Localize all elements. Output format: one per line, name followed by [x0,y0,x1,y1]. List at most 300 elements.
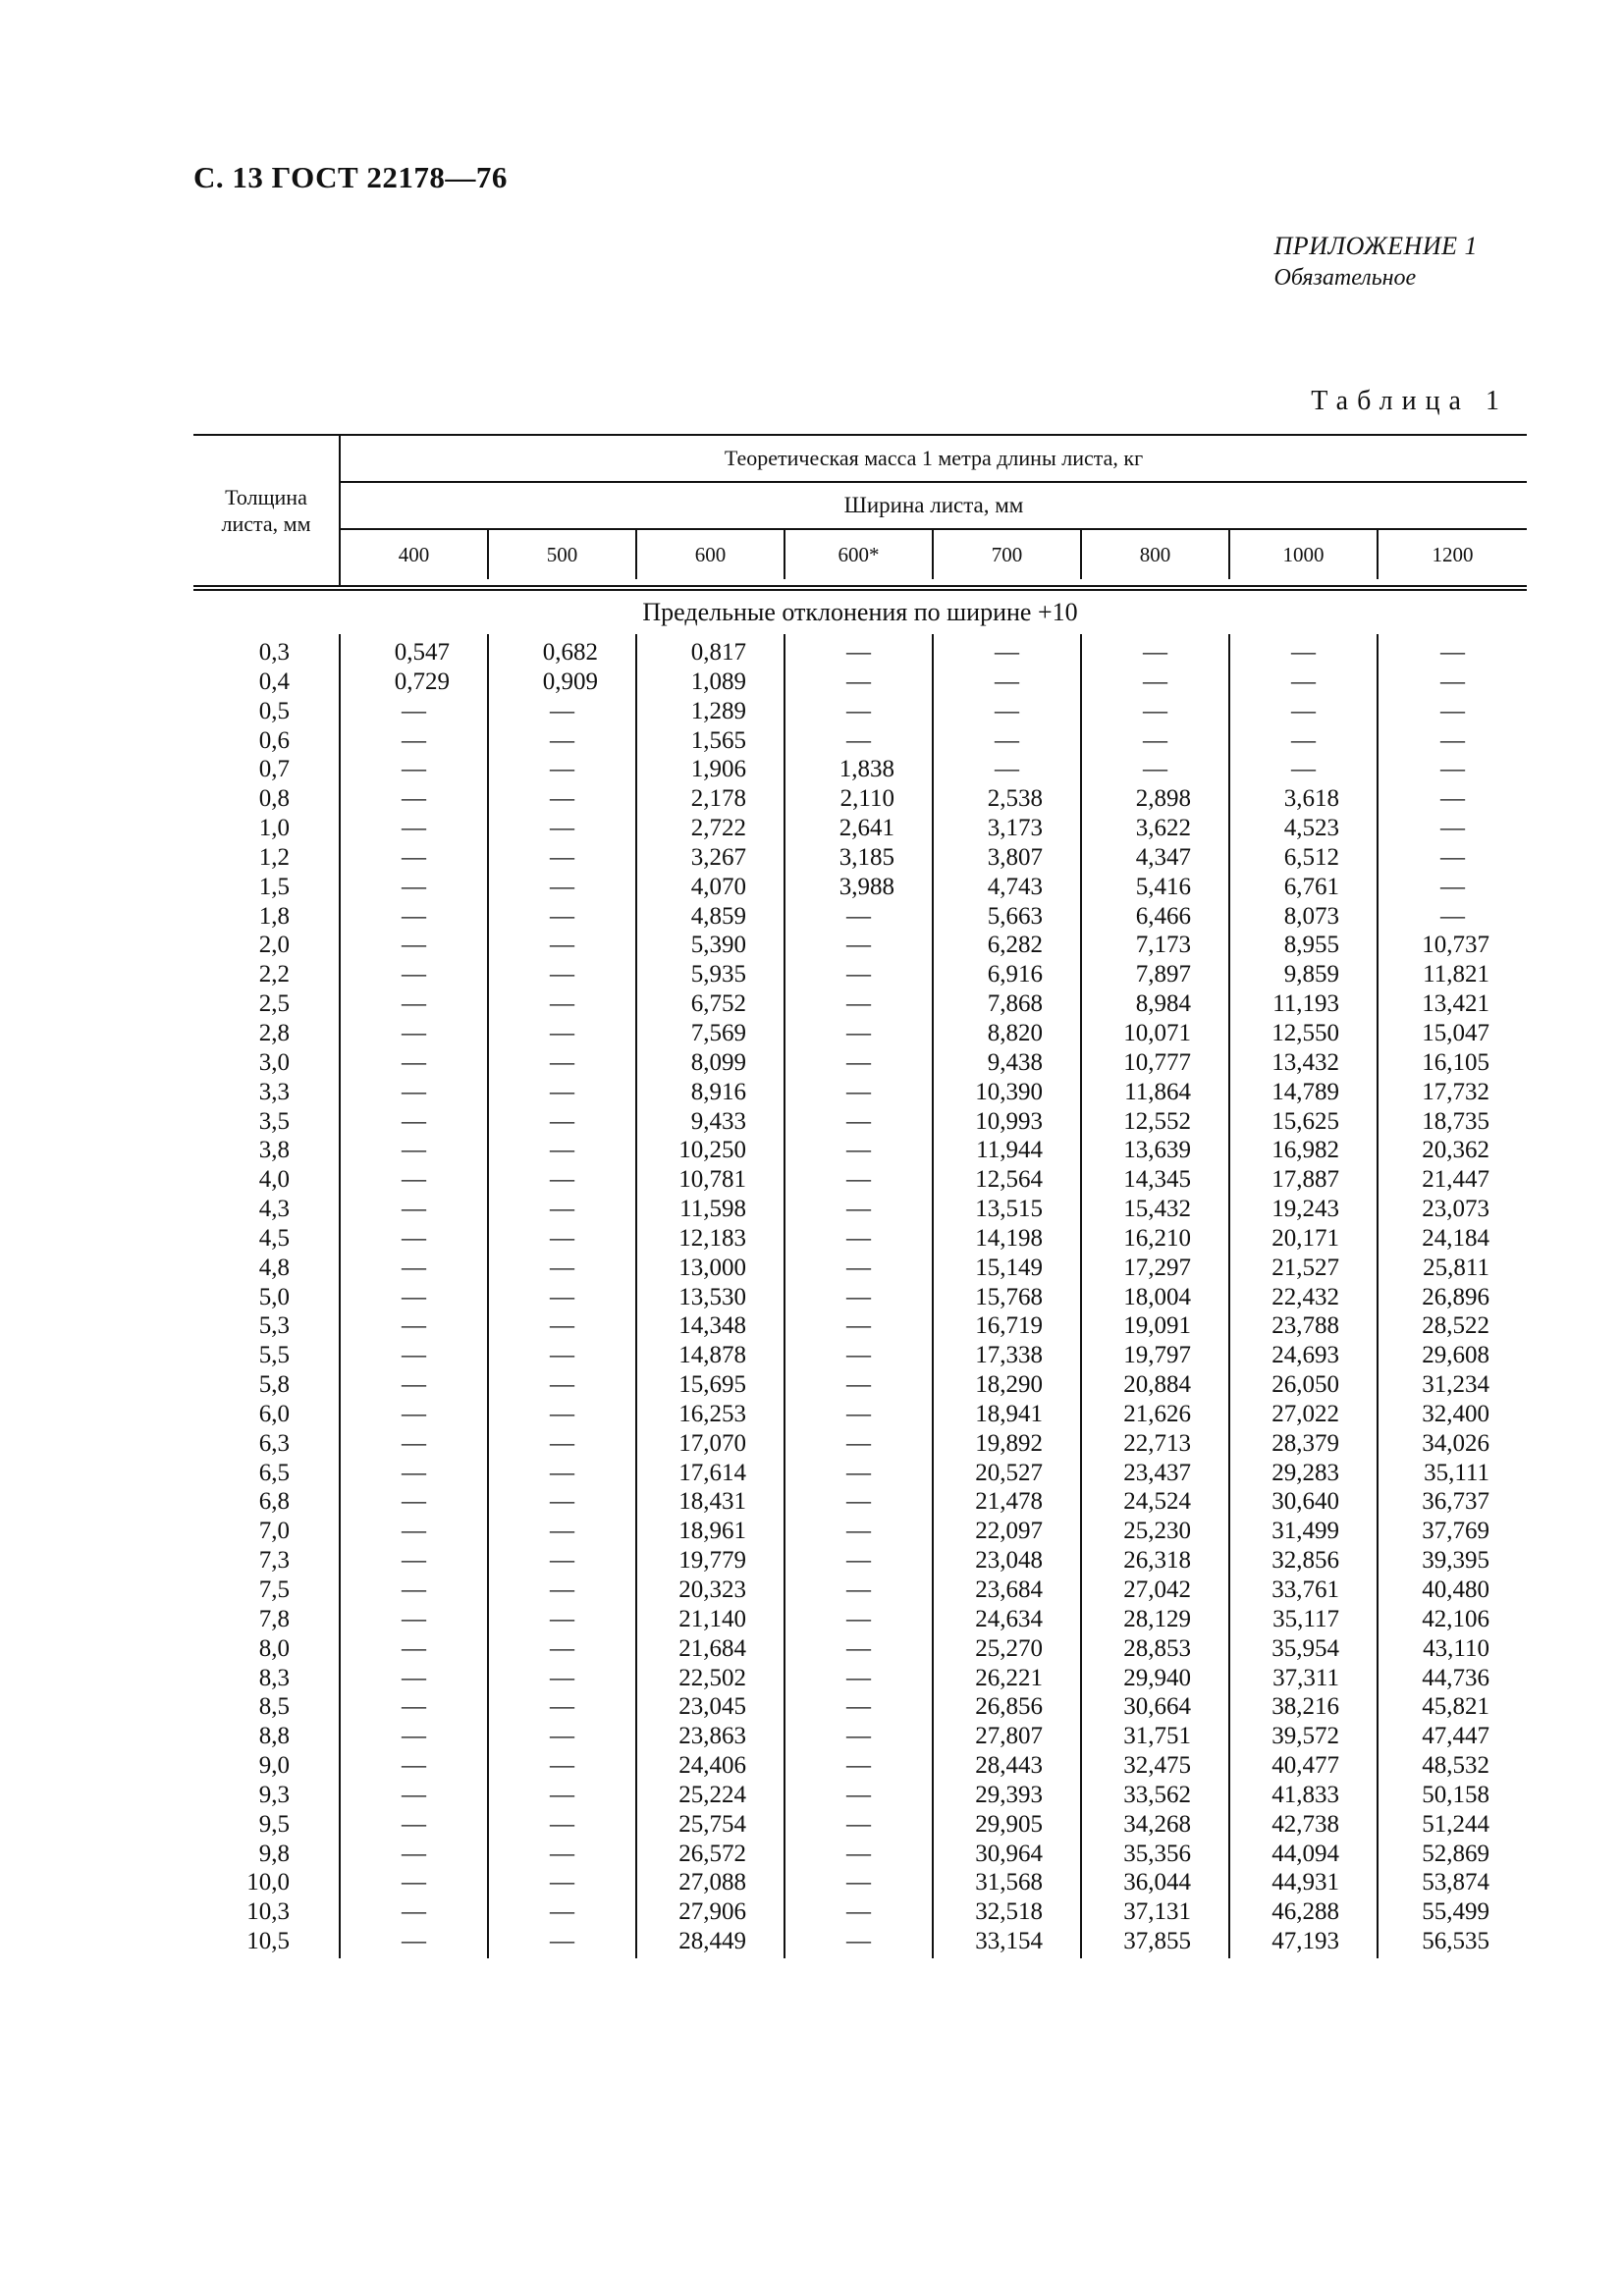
width-col-header: 600 [637,530,785,579]
thickness-cell: 1,5 [258,873,290,900]
thickness-cell: 6,0 [258,1400,290,1427]
thickness-cell: 0,7 [258,756,290,783]
mass-cell: — [402,1928,426,1955]
mass-cell: — [1440,843,1465,871]
mass-cell: — [402,726,426,754]
mass-cell: — [550,1605,574,1632]
mass-cell: 16,253 [678,1400,746,1427]
mass-cell: — [402,1312,426,1340]
mass-cell: 3,807 [987,843,1043,871]
mass-cell: 3,618 [1283,785,1339,813]
mass-cell: — [550,1196,574,1223]
mass-cell: 37,131 [1123,1898,1191,1926]
mass-cell: — [550,1254,574,1281]
mass-cell: — [402,1048,426,1076]
thickness-header [193,436,341,585]
tolerance-note: Предельные отклонения по ширине +10 [642,598,1078,626]
mass-cell: 26,318 [1123,1547,1191,1575]
mass-cell: 47,447 [1422,1723,1489,1750]
mass-cell: 20,884 [1123,1371,1191,1399]
mass-cell: — [550,815,574,842]
thickness-cell: 1,0 [258,815,290,842]
mass-cell: — [402,1781,426,1808]
mass-cell: — [1440,726,1465,754]
thickness-cell: 5,8 [258,1371,290,1399]
mass-cell: — [550,1634,574,1662]
mass-cell: 2,538 [987,785,1043,813]
mass-cell: — [1143,697,1167,724]
mass-cell: — [402,1664,426,1691]
mass-cell: 37,311 [1272,1664,1339,1691]
mass-cell: 42,738 [1271,1810,1339,1838]
mass-cell: — [402,961,426,988]
mass-cell: — [550,1547,574,1575]
mass-cell: — [550,1898,574,1926]
mass-cell: 9,433 [690,1107,746,1135]
mass-cell: — [550,873,574,900]
mass-cell: 12,550 [1271,1019,1339,1046]
mass-cell: 11,598 [679,1196,746,1223]
mass-cell: 35,111 [1424,1459,1489,1486]
mass-cell: 6,466 [1135,902,1191,930]
mass-cell: — [846,1752,871,1780]
mass-cell: 5,416 [1135,873,1191,900]
mass-cell: — [550,1312,574,1340]
thickness-cell: 4,3 [258,1196,290,1223]
thickness-cell: 7,3 [258,1547,290,1575]
mass-column [1379,634,1527,1958]
width-columns-row [341,530,1527,579]
mass-cell: — [995,756,1019,783]
thickness-column [193,634,341,1958]
mass-cell: 4,743 [987,873,1043,900]
mass-cell: 20,171 [1271,1224,1339,1252]
thickness-cell: 1,2 [258,843,290,871]
mass-cell: — [1440,667,1465,695]
mass-cell: 32,475 [1123,1752,1191,1780]
mass-cell: 15,432 [1123,1196,1191,1223]
mass-cell: — [550,1019,574,1046]
mass-cell: 10,993 [975,1107,1043,1135]
mass-cell: 10,781 [678,1166,746,1194]
mass-cell: 20,527 [975,1459,1043,1486]
mass-cell: — [550,756,574,783]
mass-column [489,634,637,1958]
thickness-cell: 2,5 [258,990,290,1018]
mass-cell: — [402,1634,426,1662]
mass-cell: — [550,1488,574,1516]
mass-cell: — [402,1254,426,1281]
mass-cell: — [402,1488,426,1516]
mass-cell: 10,777 [1123,1048,1191,1076]
thickness-cell: 0,3 [258,639,290,666]
mass-cell: — [402,756,426,783]
mass-cell: 30,964 [975,1840,1043,1867]
mass-cell: — [846,639,871,666]
mass-cell: — [402,1371,426,1399]
mass-cell: — [402,1547,426,1575]
mass-column [934,634,1082,1958]
mass-cell: — [402,1693,426,1721]
mass-cell: 8,984 [1135,990,1191,1018]
mass-column [1230,634,1379,1958]
mass-cell: 27,042 [1123,1576,1191,1603]
thickness-cell: 4,0 [258,1166,290,1194]
mass-cell: 20,323 [678,1576,746,1603]
mass-cell: 18,941 [975,1400,1043,1427]
mass-cell: 56,535 [1422,1928,1489,1955]
mass-cell: — [846,667,871,695]
thickness-cell: 9,3 [258,1781,290,1808]
table-body [193,634,1527,1958]
mass-cell: 12,564 [975,1166,1043,1194]
mass-column [1082,634,1230,1958]
mass-cell: 55,499 [1422,1898,1489,1926]
thickness-cell: 5,0 [258,1283,290,1310]
mass-cell: 29,283 [1271,1459,1339,1486]
mass-cell: — [846,1312,871,1340]
mass-cell: 3,622 [1135,815,1191,842]
mass-cell: 22,502 [678,1664,746,1691]
mass-cell: — [846,1840,871,1867]
thickness-cell: 10,0 [246,1869,290,1896]
mass-cell: 37,769 [1422,1518,1489,1545]
thickness-cell: 9,5 [258,1810,290,1838]
mass-cell: 6,512 [1283,843,1339,871]
thickness-cell: 8,8 [258,1723,290,1750]
mass-cell: 23,863 [678,1723,746,1750]
mass-cell: 24,184 [1422,1224,1489,1252]
mass-cell: — [846,1224,871,1252]
mass-cell: 26,856 [975,1693,1043,1721]
thickness-cell: 7,8 [258,1605,290,1632]
mass-cell: 23,073 [1422,1196,1489,1223]
mass-cell: — [550,1342,574,1369]
mass-cell: — [995,726,1019,754]
mass-cell: — [846,1518,871,1545]
mass-cell: 2,110 [839,785,894,813]
mass-cell: 41,833 [1271,1781,1339,1808]
mass-cell: — [550,1723,574,1750]
mass-cell: 19,892 [975,1429,1043,1457]
mass-cell: 10,250 [678,1137,746,1164]
mass-cell: — [402,902,426,930]
mass-cell: — [402,1605,426,1632]
thickness-cell: 4,8 [258,1254,290,1281]
mass-cell: — [550,1928,574,1955]
mass-cell: 1,906 [690,756,746,783]
mass-cell: 21,527 [1271,1254,1339,1281]
mass-cell: — [550,1371,574,1399]
mass-cell: — [1143,667,1167,695]
width-col-header: 500 [489,530,637,579]
mass-cell: 0,682 [542,639,598,666]
mass-cell: 25,224 [678,1781,746,1808]
thickness-cell: 0,5 [258,697,290,724]
mass-cell: — [402,1723,426,1750]
mass-cell: — [1440,697,1465,724]
mass-cell: — [846,932,871,959]
thickness-cell: 7,5 [258,1576,290,1603]
mass-cell: — [846,1283,871,1310]
mass-cell: 23,048 [975,1547,1043,1575]
mass-cell: 6,752 [690,990,746,1018]
mass-cell: 21,140 [678,1605,746,1632]
mass-cell: — [402,990,426,1018]
mass-cell: — [550,1429,574,1457]
mass-cell: — [550,1283,574,1310]
mass-cell: — [846,1400,871,1427]
mass-cell: 8,955 [1283,932,1339,959]
mass-cell: — [846,902,871,930]
thickness-cell: 7,0 [258,1518,290,1545]
mass-cell: 34,268 [1123,1810,1191,1838]
mass-cell: 33,562 [1123,1781,1191,1808]
mass-cell: 32,518 [975,1898,1043,1926]
header-right-block [341,436,1527,585]
mass-cell: 8,916 [690,1078,746,1105]
thickness-cell: 9,0 [258,1752,290,1780]
thickness-cell: 4,5 [258,1224,290,1252]
mass-cell: — [550,1224,574,1252]
thickness-cell: 6,8 [258,1488,290,1516]
thickness-cell: 2,0 [258,932,290,959]
mass-cell: — [846,1048,871,1076]
mass-cell: 17,732 [1422,1078,1489,1105]
mass-cell: 21,447 [1422,1166,1489,1194]
mass-cell: 1,565 [690,726,746,754]
mass-cell: — [1291,726,1316,754]
mass-cell: 16,105 [1422,1048,1489,1076]
width-col-header: 1000 [1230,530,1379,579]
mass-cell: 23,045 [678,1693,746,1721]
mass-cell: 35,954 [1271,1634,1339,1662]
mass-cell: — [550,1752,574,1780]
mass-cell: 37,855 [1123,1928,1191,1955]
mass-cell: 3,988 [839,873,894,900]
mass-cell: — [846,1019,871,1046]
mass-cell: 19,797 [1123,1342,1191,1369]
mass-cell: 22,713 [1123,1429,1191,1457]
mass-cell: — [1143,756,1167,783]
mass-cell: — [1440,639,1465,666]
thickness-cell: 0,6 [258,726,290,754]
mass-cell: 43,110 [1423,1634,1489,1662]
mass-cell: 2,641 [839,815,894,842]
thickness-cell: 1,8 [258,902,290,930]
mass-cell: — [846,1488,871,1516]
appendix-title: ПРИЛОЖЕНИЕ 1 [1273,232,1478,260]
mass-cell: 40,477 [1271,1752,1339,1780]
mass-cell: 1,838 [839,756,894,783]
mass-cell: — [402,1137,426,1164]
mass-cell: 25,811 [1423,1254,1489,1281]
mass-cell: 44,736 [1422,1664,1489,1691]
mass-cell: 8,820 [987,1019,1043,1046]
thickness-cell: 6,3 [258,1429,290,1457]
mass-cell: 14,789 [1271,1078,1339,1105]
mass-cell: 24,634 [975,1605,1043,1632]
mass-cell: — [550,1781,574,1808]
mass-cell: 8,099 [690,1048,746,1076]
mass-cell: 16,719 [975,1312,1043,1340]
mass-cell: 23,684 [975,1576,1043,1603]
mass-cell: — [846,1078,871,1105]
appendix-label [1274,230,1478,294]
mass-cell: 21,478 [975,1488,1043,1516]
mass-cell: 47,193 [1271,1928,1339,1955]
mass-cell: 26,572 [678,1840,746,1867]
mass-cell: — [846,1928,871,1955]
mass-cell: 26,221 [975,1664,1043,1691]
mass-cell: 21,684 [678,1634,746,1662]
mass-cell: 44,931 [1271,1869,1339,1896]
mass-cell: 2,898 [1135,785,1191,813]
mass-cell: 14,198 [975,1224,1043,1252]
mass-cell: — [402,873,426,900]
thickness-cell: 8,5 [258,1693,290,1721]
mass-cell: 28,443 [975,1752,1043,1780]
mass-cell: — [846,1254,871,1281]
mass-cell: 23,788 [1271,1312,1339,1340]
mass-cell: — [550,990,574,1018]
mass-cell: 9,438 [987,1048,1043,1076]
table-caption: Таблица 1 [1311,386,1508,416]
mass-cell: 7,868 [987,990,1043,1018]
mass-cell: 33,761 [1271,1576,1339,1603]
mass-cell: — [402,1224,426,1252]
mass-cell: 38,216 [1271,1693,1339,1721]
mass-cell: 2,178 [690,785,746,813]
mass-cell: 27,807 [975,1723,1043,1750]
mass-cell: 25,230 [1123,1518,1191,1545]
mass-cell: 42,106 [1422,1605,1489,1632]
mass-cell: 6,916 [987,961,1043,988]
mass-cell: — [846,961,871,988]
mass-cell: 26,050 [1271,1371,1339,1399]
mass-cell: 18,735 [1422,1107,1489,1135]
mass-cell: — [402,843,426,871]
mass-cell: 13,639 [1123,1137,1191,1164]
mass-cell: — [846,1869,871,1896]
mass-cell: — [846,990,871,1018]
mass-cell: — [550,1664,574,1691]
thickness-cell: 2,2 [258,961,290,988]
mass-cell: 14,878 [678,1342,746,1369]
mass-cell: — [402,1107,426,1135]
mass-cell: — [550,1166,574,1194]
mass-cell: 8,073 [1283,902,1339,930]
mass-column [637,634,785,1958]
mass-cell: — [402,1019,426,1046]
mass-cell: 39,395 [1422,1547,1489,1575]
mass-cell: — [550,1576,574,1603]
mass-cell: 14,345 [1123,1166,1191,1194]
width-col-header: 600* [785,530,934,579]
mass-cell: — [846,1371,871,1399]
mass-cell: 18,431 [678,1488,746,1516]
mass-cell: — [550,726,574,754]
mass-cell: 15,768 [975,1283,1043,1310]
mass-cell: — [846,1137,871,1164]
mass-cell: — [846,1196,871,1223]
mass-cell: 31,568 [975,1869,1043,1896]
mass-cell: 16,982 [1271,1137,1339,1164]
mass-cell: — [402,1459,426,1486]
mass-cell: 46,288 [1271,1898,1339,1926]
mass-cell: 15,047 [1422,1019,1489,1046]
mass-cell: — [402,815,426,842]
mass-cell: 24,693 [1271,1342,1339,1369]
thickness-cell: 10,3 [246,1898,290,1926]
mass-cell: 28,522 [1422,1312,1489,1340]
mass-cell: — [1440,873,1465,900]
mass-cell: — [550,843,574,871]
mass-cell: — [550,961,574,988]
mass-cell: — [846,1898,871,1926]
mass-cell: 24,524 [1123,1488,1191,1516]
mass-cell: 34,026 [1422,1429,1489,1457]
mass-cell: — [550,785,574,813]
mass-cell: — [1440,756,1465,783]
mass-cell: — [550,1078,574,1105]
mass-cell: — [550,1693,574,1721]
mass-cell: — [846,1723,871,1750]
mass-cell: 13,432 [1271,1048,1339,1076]
mass-cell: — [1440,785,1465,813]
mass-cell: 25,754 [678,1810,746,1838]
mass-cell: 1,289 [690,697,746,724]
mass-cell: 35,356 [1123,1840,1191,1867]
mass-cell: 30,640 [1271,1488,1339,1516]
thickness-header-line2: листа, мм [221,511,311,536]
mass-cell: 19,091 [1123,1312,1191,1340]
mass-cell: 12,183 [678,1224,746,1252]
thickness-cell: 3,3 [258,1078,290,1105]
mass-cell: 11,193 [1272,990,1339,1018]
mass-cell: — [402,1400,426,1427]
mass-cell: — [846,1107,871,1135]
mass-cell: 15,695 [678,1371,746,1399]
mass-cell: — [402,1166,426,1194]
mass-cell: — [550,697,574,724]
mass-cell: 29,608 [1422,1342,1489,1369]
mass-cell: 9,859 [1283,961,1339,988]
mass-cell: 28,129 [1123,1605,1191,1632]
mass-cell: 17,297 [1123,1254,1191,1281]
mass-cell: — [550,1400,574,1427]
mass-cell: — [995,667,1019,695]
mass-cell: — [846,1342,871,1369]
mass-cell: — [550,1137,574,1164]
mass-cell: 24,406 [678,1752,746,1780]
thickness-cell: 2,8 [258,1019,290,1046]
mass-cell: 22,432 [1271,1283,1339,1310]
thickness-cell: 8,3 [258,1664,290,1691]
mass-cell: — [995,639,1019,666]
thickness-cell: 8,0 [258,1634,290,1662]
mass-cell: 3,185 [839,843,894,871]
mass-cell: 1,089 [690,667,746,695]
mass-cell: — [1291,697,1316,724]
page-header: С. 13 ГОСТ 22178—76 [193,160,508,194]
mass-column [785,634,934,1958]
mass-cell: 6,282 [987,932,1043,959]
mass-header: Теоретическая масса 1 метра длины листа, кг [341,436,1527,483]
mass-cell: 0,817 [690,639,746,666]
mass-cell: 28,449 [678,1928,746,1955]
mass-cell: — [550,902,574,930]
